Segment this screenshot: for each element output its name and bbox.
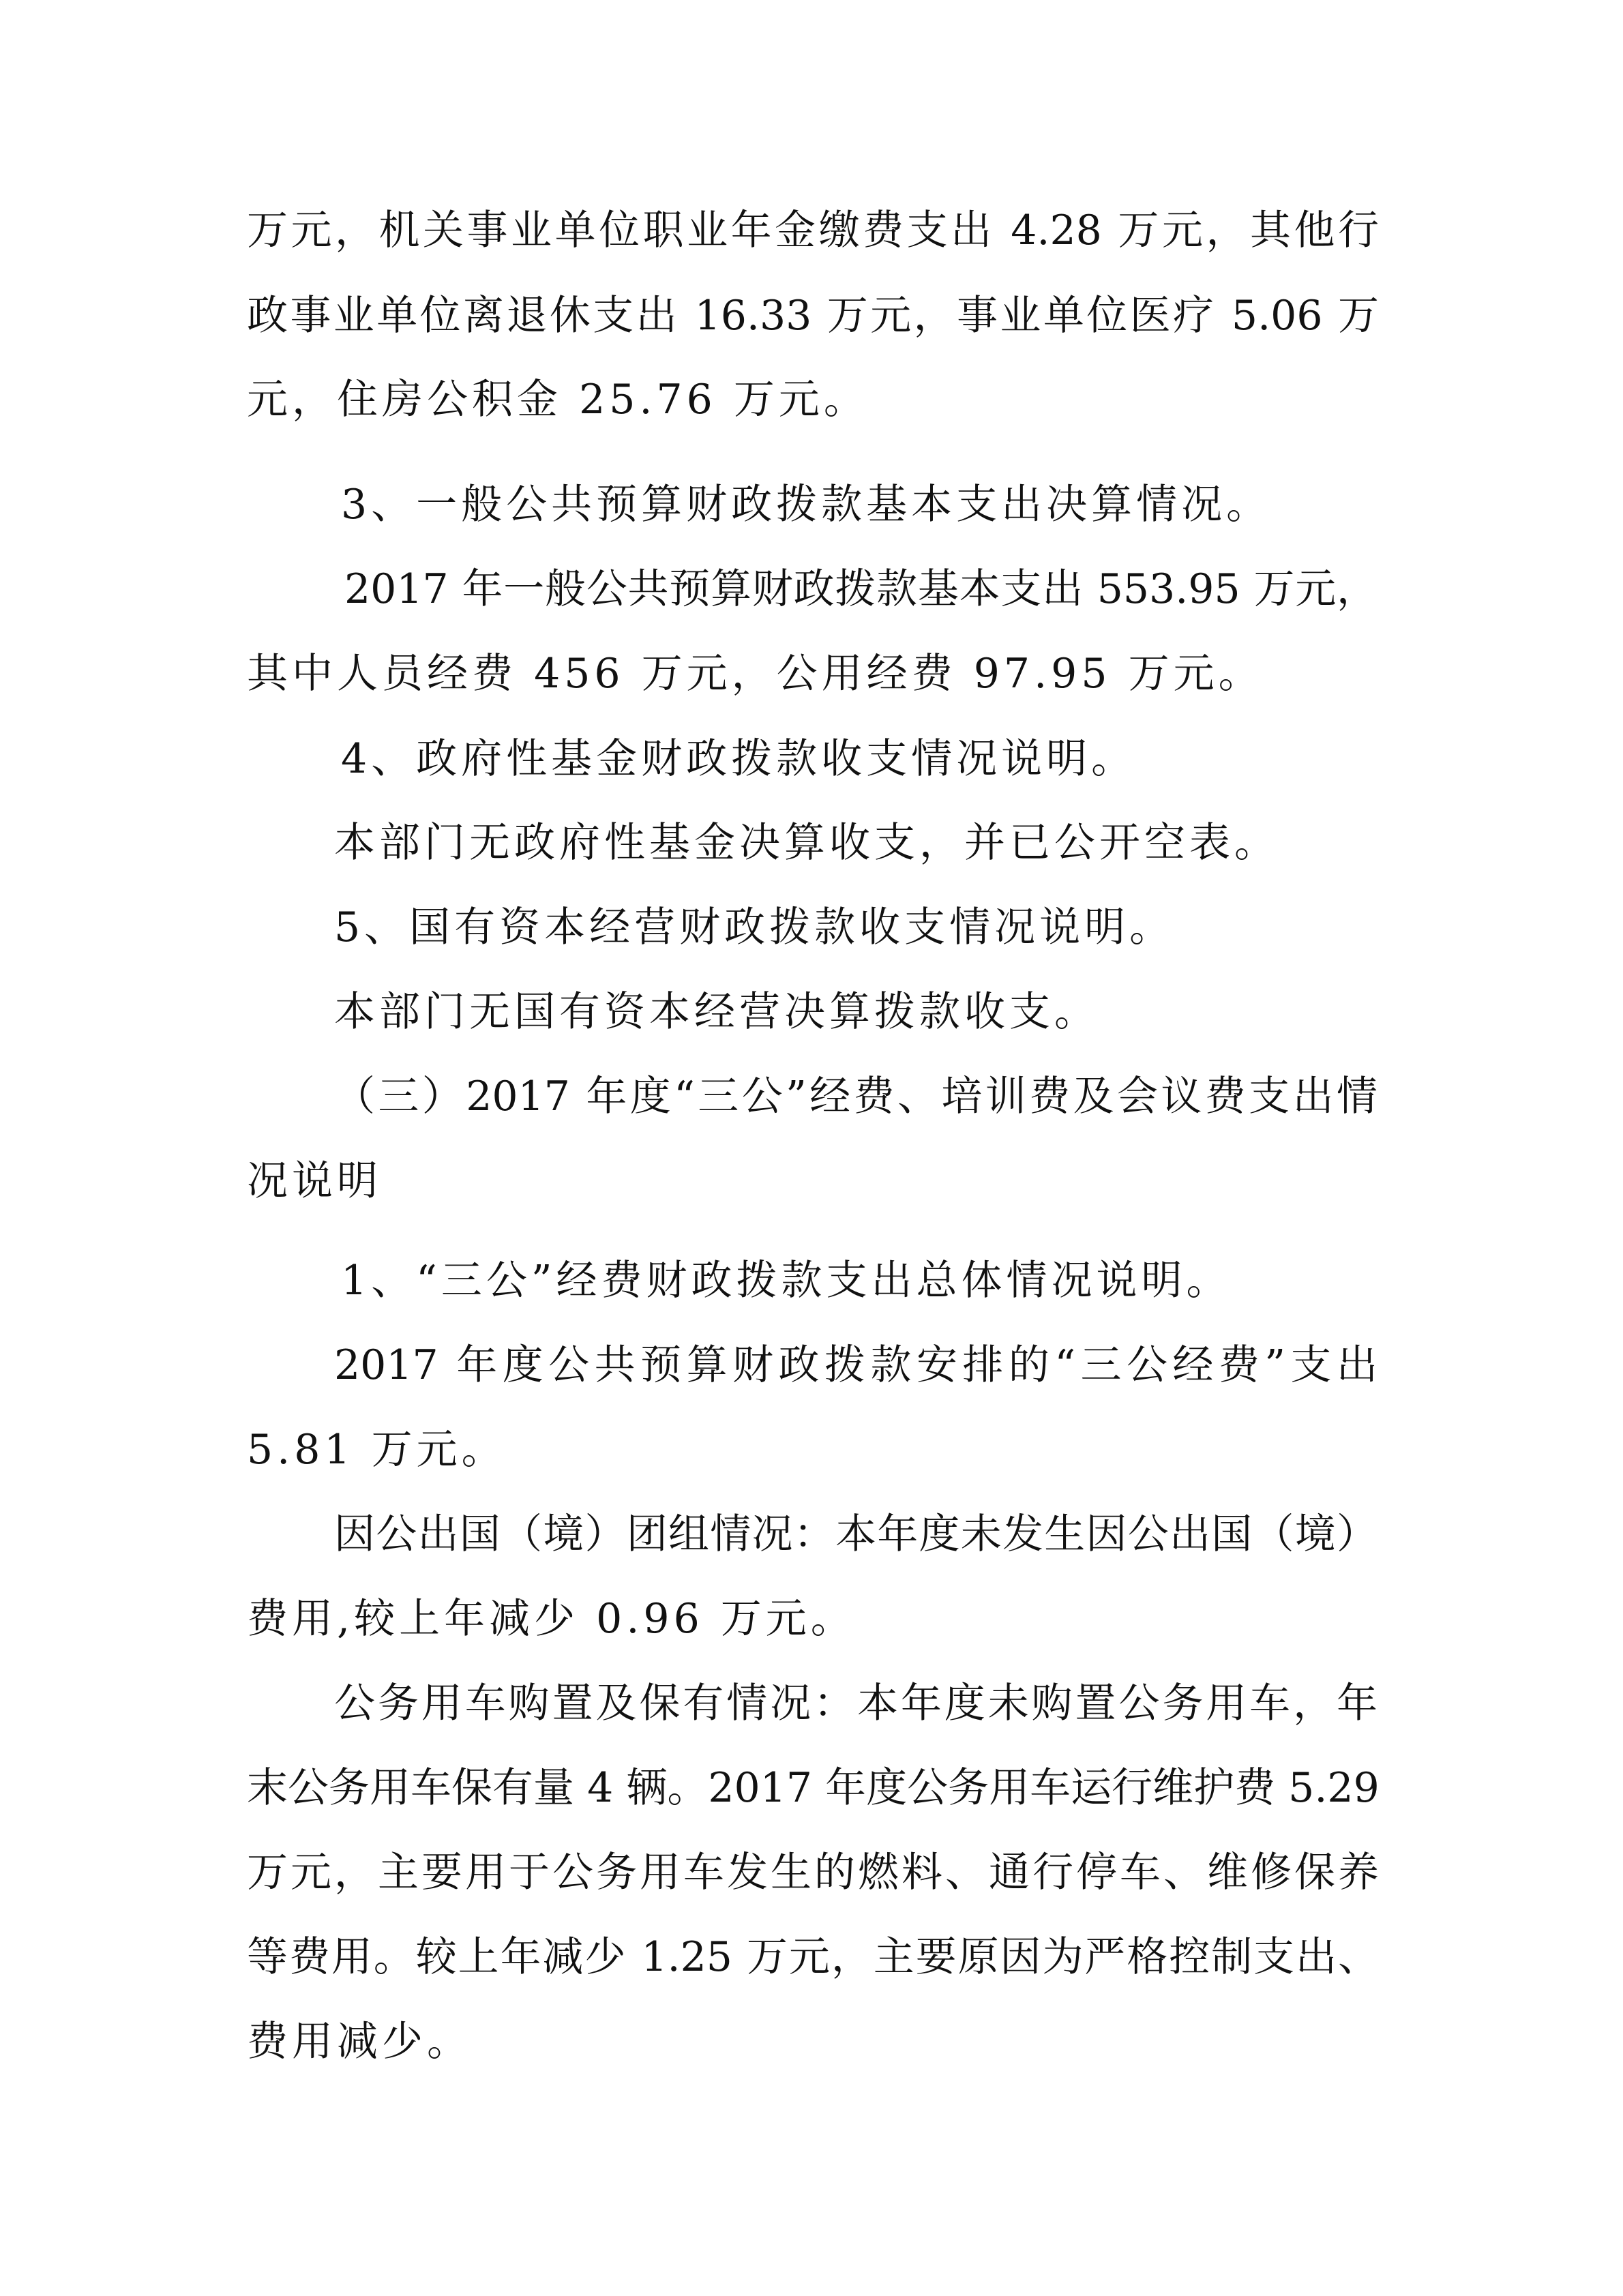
- section-heading: （三）2017 年度“三公”经费、培训费及会议费支出情: [334, 1073, 1378, 1120]
- paragraph-line: 本部门无政府性基金决算收支，并已公开空表。: [334, 819, 1279, 867]
- paragraph-line: 公务用车购置及保有情况：本年度未购置公务用车，年: [334, 1680, 1378, 1727]
- section-heading: 3、一般公共预算财政拨款基本支出决算情况。: [341, 481, 1272, 528]
- paragraph-line: 2017 年一般公共预算财政拨款基本支出 553.95 万元，: [344, 565, 1378, 613]
- paragraph-line: 万元，主要用于公务用车发生的燃料、通行停车、维修保养: [247, 1849, 1379, 1896]
- section-heading: 5、国有资本经营财政拨款收支情况说明。: [334, 904, 1175, 951]
- section-heading: 况说明: [247, 1157, 382, 1205]
- paragraph-line: 5.81 万元。: [247, 1426, 507, 1474]
- paragraph-line: 政事业单位离退休支出 16.33 万元，事业单位医疗 5.06 万: [247, 292, 1379, 340]
- paragraph-line: 其中人员经费 456 万元，公用经费 97.95 万元。: [247, 650, 1264, 698]
- paragraph-line: 2017 年度公共预算财政拨款安排的“三公经费”支出: [334, 1341, 1378, 1389]
- section-heading: 4、政府性基金财政拨款收支情况说明。: [341, 735, 1137, 783]
- paragraph-line: 费用减少。: [247, 2018, 472, 2066]
- paragraph-line: 费用,较上年减少 0.96 万元。: [247, 1595, 856, 1643]
- paragraph-line: 因公出国（境）团组情况：本年度未发生因公出国（境）: [334, 1510, 1378, 1558]
- paragraph-line: 等费用。较上年减少 1.25 万元，主要原因为严格控制支出、: [247, 1933, 1379, 1981]
- paragraph-line: 万元，机关事业单位职业年金缴费支出 4.28 万元，其他行: [247, 207, 1379, 254]
- section-heading: 1、“三公”经费财政拨款支出总体情况说明。: [341, 1257, 1232, 1304]
- paragraph-line: 本部门无国有资本经营决算拨款收支。: [334, 988, 1099, 1036]
- paragraph-line: 末公务用车保有量 4 辆。2017 年度公务用车运行维护费 5.29: [247, 1764, 1380, 1812]
- paragraph-line: 元，住房公积金 25.76 万元。: [247, 376, 869, 423]
